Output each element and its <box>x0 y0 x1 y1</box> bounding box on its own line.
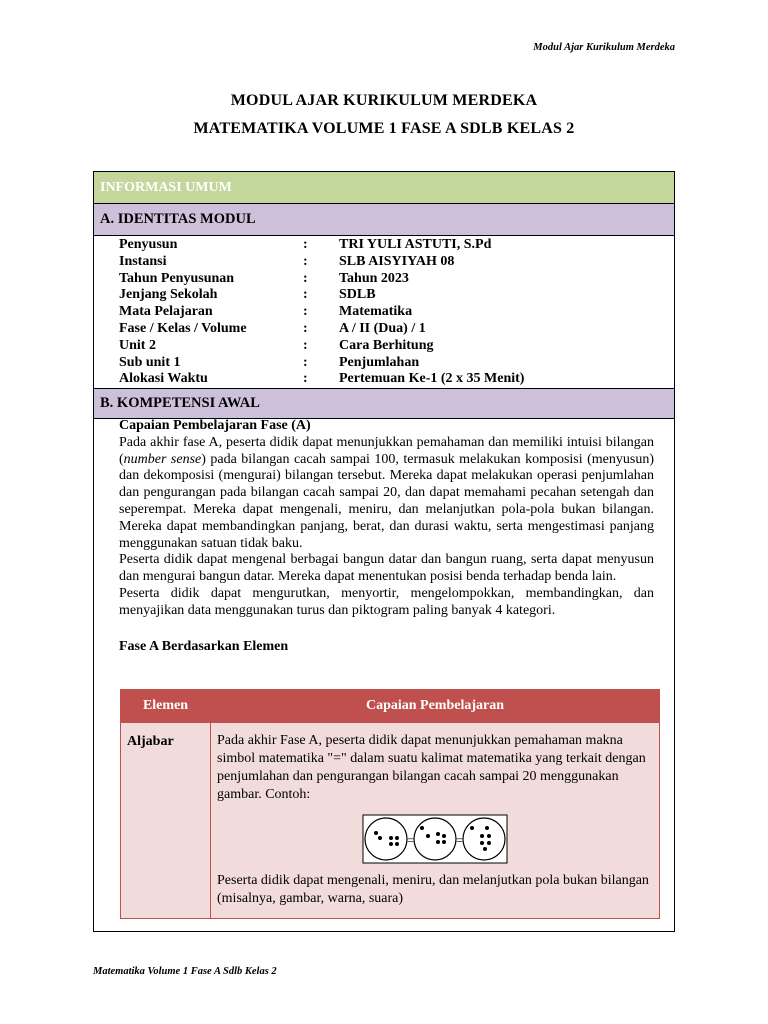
section-b-band <box>94 388 674 419</box>
identity-value: SDLB <box>339 287 376 303</box>
identity-colon: : <box>303 304 308 320</box>
capaian-paragraph-3: Peserta didik dapat mengurutkan, menyortir, mengelompokkan, membandingkan, dan menyajikan data menggunakan turus dan piktogram paling banyak 4 kategori. <box>119 585 654 618</box>
capaian-paragraph-1 <box>119 435 654 553</box>
equals-sign: = <box>407 833 414 847</box>
identity-row <box>119 254 659 271</box>
table-row <box>121 723 660 919</box>
elemen-cell: Aljabar <box>121 723 211 919</box>
identity-colon: : <box>303 237 308 252</box>
elemen-table <box>120 689 660 919</box>
identity-row <box>119 304 659 321</box>
identity-value: TRI YULI ASTUTI, S.Pd <box>339 237 492 252</box>
identity-row <box>119 237 659 254</box>
identity-colon: : <box>303 371 308 387</box>
document-subtitle: MATEMATIKA VOLUME 1 FASE A SDLB KELAS 2 <box>193 120 575 137</box>
info-umum-band <box>94 172 674 204</box>
identity-label: Alokasi Waktu <box>119 371 208 387</box>
identity-value: Cara Berhitung <box>339 337 434 353</box>
capaian-text-2: Peserta didik dapat mengenali, meniru, dan melanjutkan pola bukan bilangan (misalnya, gambar, warna, suara) <box>217 873 649 906</box>
fase-elemen-heading: Fase A Berdasarkan Elemen <box>119 638 289 654</box>
identity-colon: : <box>303 270 308 286</box>
identity-colon: : <box>303 253 308 269</box>
capaian-paragraph-2: Peserta didik dapat mengenal berbagai bangun datar dan bangun ruang, serta dapat menyusun dan mengurai bangun datar. Mereka dapat menentukan posisi benda terhadap benda lain. <box>119 552 654 585</box>
identity-label: Sub unit 1 <box>119 354 181 370</box>
identity-row <box>119 355 659 372</box>
identity-label: Jenjang Sekolah <box>119 287 218 303</box>
kompetensi-awal-content <box>119 418 654 655</box>
running-footer: Matematika Volume 1 Fase A Sdlb Kelas 2 <box>93 966 277 977</box>
identity-colon: : <box>303 337 308 353</box>
identity-value: Penjumlahan <box>339 354 420 370</box>
document-title: MODUL AJAR KURIKULUM MERDEKA <box>230 92 538 109</box>
paragraph-italic-term: number sense <box>123 451 202 467</box>
table-header-capaian: Capaian Pembelajaran <box>211 690 660 723</box>
running-header: Modul Ajar Kurikulum Merdeka <box>533 42 675 53</box>
identity-label: Instansi <box>119 253 167 269</box>
paragraph-text: Pada akhir fase A, peserta didik dapat menunjukkan pemahaman dan memiliki intuisi bilangan ( <box>119 434 654 467</box>
identity-value: SLB AISYIYAH 08 <box>339 253 455 269</box>
paragraph-text: ) pada bilangan cacah sampai 100, termasuk melakukan komposisi (menyusun) dan dekomposisi (mengurai) bilangan tersebut. Mereka dapat melakukan operasi penjumlahan dan pengurangan pada bilangan cacah sampai 20, dan dapat memahami pecahan setengah dan seperempat. Mereka dapat mengenali, meniru, dan melanjutkan pola-pola bukan bilangan. Mereka dapat membandingkan panjang, berat, dan durasi waktu, serta mengestimasi panjang menggunakan satuan tidak baku. <box>119 451 654 551</box>
info-umum-label: INFORMASI UMUM <box>100 179 232 195</box>
identity-colon: : <box>303 287 308 303</box>
capaian-cell <box>211 723 660 919</box>
identity-row <box>119 287 659 304</box>
equals-sign: = <box>456 833 463 847</box>
identity-row <box>119 371 659 388</box>
identity-list <box>119 237 659 388</box>
identity-label: Tahun Penyusunan <box>119 270 235 286</box>
identity-row <box>119 271 659 288</box>
capaian-heading: Capaian Pembelajaran Fase (A) <box>119 418 311 433</box>
table-header-elemen: Elemen <box>121 690 211 723</box>
module-frame <box>93 171 675 932</box>
section-a-band <box>94 204 674 236</box>
identity-row <box>119 321 659 338</box>
identity-label: Fase / Kelas / Volume <box>119 320 247 336</box>
dots-equation-figure <box>362 814 508 864</box>
identity-row <box>119 338 659 355</box>
identity-colon: : <box>303 320 308 336</box>
section-b-label: B. KOMPETENSI AWAL <box>100 395 260 411</box>
identity-colon: : <box>303 354 308 370</box>
identity-label: Mata Pelajaran <box>119 304 213 320</box>
identity-label: Penyusun <box>119 237 178 252</box>
capaian-text-1: Pada akhir Fase A, peserta didik dapat menunjukkan pemahaman makna simbol matematika "=" dalam suatu kalimat matematika yang terkait dengan penjumlahan dan pengurangan bilangan cacah sampai 20 menggunakan gambar. Contoh: <box>217 733 646 802</box>
identity-label: Unit 2 <box>119 337 156 353</box>
equals-illustration <box>217 814 653 864</box>
table-header-row <box>121 690 660 723</box>
section-a-label: A. IDENTITAS MODUL <box>100 211 256 227</box>
identity-value: Pertemuan Ke-1 (2 x 35 Menit) <box>339 371 525 387</box>
identity-value: Tahun 2023 <box>339 270 409 286</box>
identity-value: Matematika <box>339 304 413 320</box>
identity-value: A / II (Dua) / 1 <box>339 320 426 336</box>
